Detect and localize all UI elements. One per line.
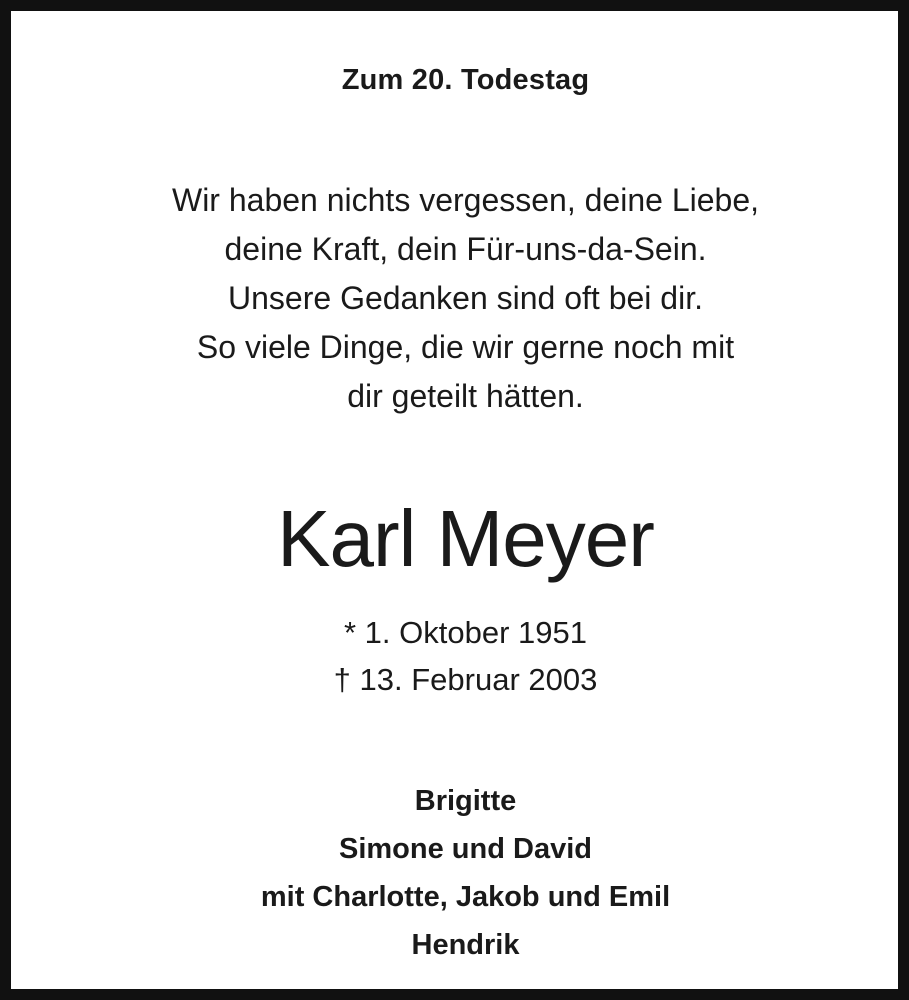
deceased-name: Karl Meyer — [277, 494, 654, 583]
survivor-line: Brigitte — [414, 785, 517, 817]
memorial-verse — [11, 176, 909, 421]
anniversary-heading: Zum 20. Todestag — [341, 64, 590, 96]
survivors-list — [11, 777, 909, 969]
death-date: † 13. Februar 2003 — [333, 662, 598, 697]
verse-line: Wir haben nichts vergessen, deine Liebe, — [171, 182, 759, 218]
verse-line: Unsere Gedanken sind oft bei dir. — [228, 280, 703, 316]
survivor-line: Simone und David — [339, 833, 592, 865]
survivor-line: Hendrik — [411, 929, 520, 961]
verse-line: dir geteilt hätten. — [347, 378, 584, 414]
birth-date: * 1. Oktober 1951 — [344, 615, 587, 650]
verse-line: So viele Dinge, die wir gerne noch mit — [196, 329, 735, 365]
survivor-line: mit Charlotte, Jakob und Emil — [260, 881, 671, 913]
life-dates — [11, 609, 909, 703]
verse-line: deine Kraft, dein Für-uns-da-Sein. — [224, 231, 707, 267]
